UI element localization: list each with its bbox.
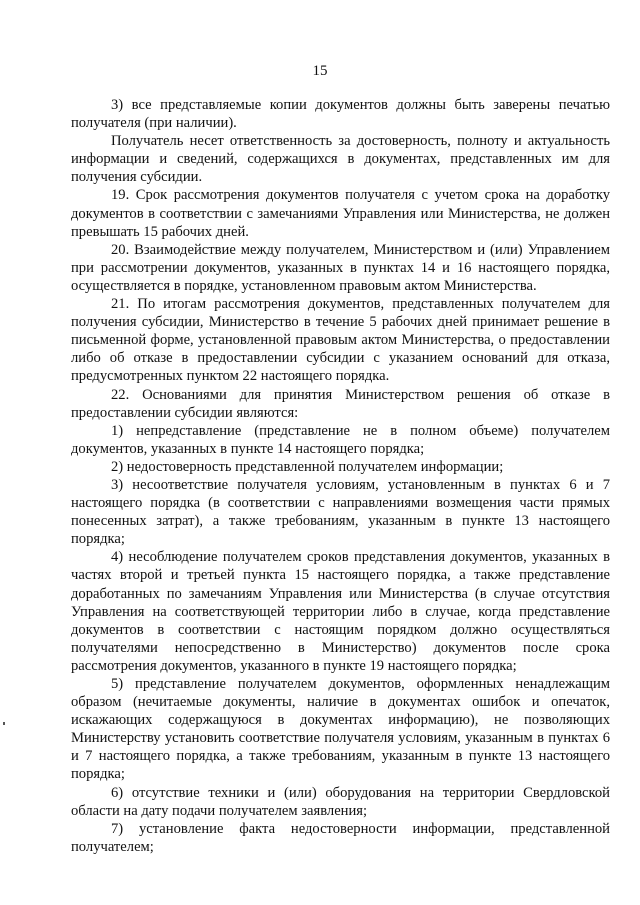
- paragraph-21-decision: 21. По итогам рассмотрения документов, представленных получателем для получения субсидии, Министерство в течение 5 рабочих дней принимает решение в письменной форме, установленной правовым актом Министерства, о предоставлении либо об отказе в предоставлении субсидии с указанием оснований для отказа, предусмотренных пунктом 22 настоящего порядка.: [71, 296, 610, 385]
- list-item-5-improper-documents: 5) представление получателем документов, оформленных ненадлежащим образом (нечитаемые документы, наличие в документах ошибок и опечаток, искажающих содержащуюся в документах информацию), не позволяющих Министерству установить соответствие получателя условиям, указанным в пунктах 6 и 7 настоящего порядка, а также требованиям, указанным в пункте 13 настоящего порядка;: [71, 676, 610, 783]
- paragraph-19-review-period: 19. Срок рассмотрения документов получателя с учетом срока на доработку документов в соответствии с замечаниями Управления или Министерства, не должен превышать 15 рабочих дней.: [71, 187, 610, 240]
- list-item-7-false-information: 7) установление факта недостоверности информации, представленной получателем;: [71, 820, 610, 855]
- paragraph-recipient-responsibility: Получатель несет ответственность за достоверность, полноту и актуальность информации и сведений, содержащихся в документах, представленных им для получения субсидии.: [71, 133, 610, 186]
- paragraph-20-interaction: 20. Взаимодействие между получателем, Министерством и (или) Управлением при рассмотрении документов, указанных в пунктах 14 и 16 настоящего порядка, осуществляется в порядке, установленном правовым актом Министерства.: [71, 241, 610, 294]
- page-number: 15: [312, 63, 328, 79]
- list-item-6-no-equipment: 6) отсутствие техники и (или) оборудования на территории Свердловской области на дату подачи получателем заявления;: [71, 784, 610, 819]
- list-item-4-deadlines: 4) несоблюдение получателем сроков представления документов, указанных в частях второй и третьей пункта 15 настоящего порядка, а также представление доработанных по замечаниям Управления или Министерства (в случае отсутствия Управления на соответствующей территории либо в случае, когда представление документов в соответствии с настоящим порядком должно осуществляться получателями непосредственно в Министерство) документов после срока рассмотрения документов, указанного в пункте 19 настоящего порядка;: [71, 549, 610, 674]
- list-item-2-unreliable-info: 2) недостоверность представленной получателем информации;: [111, 458, 504, 475]
- scan-artifact-mark: [3, 722, 5, 725]
- document-body: [71, 96, 610, 856]
- list-item-3-non-compliance: 3) несоответствие получателя условиям, установленным в пунктах 6 и 7 настоящего порядка (в соответствии с направлениями возмещения части прямых понесенных затрат), а также требованиям, указанным в пункте 13 настоящего порядка;: [71, 476, 610, 548]
- list-item-1-non-submission: 1) непредставление (представление не в полном объеме) получателем документов, указанных в пункте 14 настоящего порядка;: [71, 422, 610, 457]
- paragraph-22-refusal-grounds: 22. Основаниями для принятия Министерством решения об отказе в предоставлении субсидии являются:: [71, 386, 610, 421]
- paragraph-copies-certified: 3) все представляемые копии документов должны быть заверены печатью получателя (при наличии).: [71, 97, 610, 132]
